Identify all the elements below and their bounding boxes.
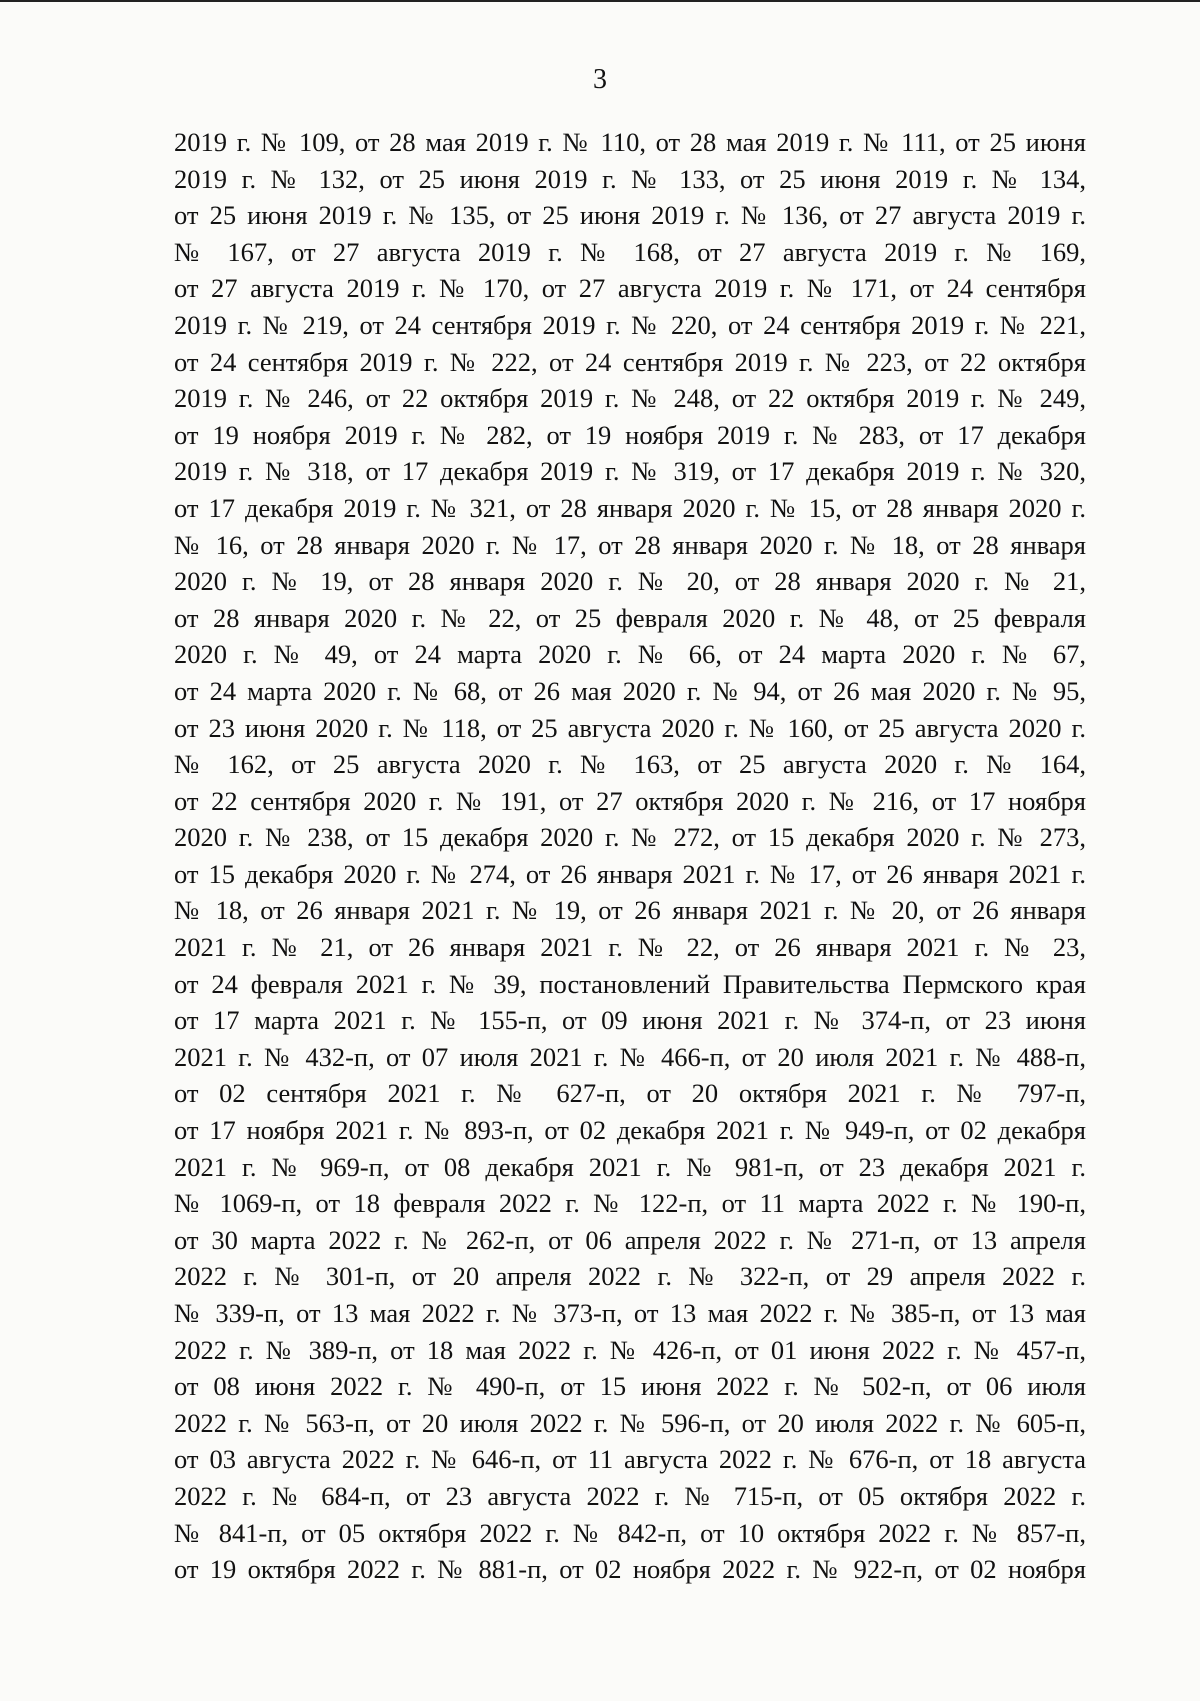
text-line: от 15 декабря 2020 г. № 274, от 26 января 2021 г. № 17, от 26 января 2021 г. bbox=[174, 858, 1086, 889]
text-line: 2019 г. № 246, от 22 октября 2019 г. № 248, от 22 октября 2019 г. № 249, bbox=[174, 383, 1086, 414]
text-line: № 16, от 28 января 2020 г. № 17, от 28 января 2020 г. № 18, от 28 января bbox=[174, 529, 1086, 560]
text-line: 2022 г. № 563-п, от 20 июля 2022 г. № 596-п, от 20 июля 2022 г. № 605-п, bbox=[174, 1407, 1086, 1438]
text-line: 2021 г. № 21, от 26 января 2021 г. № 22, от 26 января 2021 г. № 23, bbox=[174, 932, 1086, 963]
text-line: от 22 сентября 2020 г. № 191, от 27 октября 2020 г. № 216, от 17 ноября bbox=[174, 785, 1086, 816]
text-line: от 24 февраля 2021 г. № 39, постановлений Правительства Пермского края bbox=[174, 968, 1086, 999]
text-line: № 167, от 27 августа 2019 г. № 168, от 27 августа 2019 г. № 169, bbox=[174, 236, 1086, 267]
text-line: 2019 г. № 132, от 25 июня 2019 г. № 133, от 25 июня 2019 г. № 134, bbox=[174, 163, 1086, 194]
text-line: 2021 г. № 432-п, от 07 июля 2021 г. № 466-п, от 20 июля 2021 г. № 488-п, bbox=[174, 1041, 1086, 1072]
text-line: 2020 г. № 19, от 28 января 2020 г. № 20, от 28 января 2020 г. № 21, bbox=[174, 566, 1086, 597]
text-line: 2019 г. № 318, от 17 декабря 2019 г. № 319, от 17 декабря 2019 г. № 320, bbox=[174, 456, 1086, 487]
text-line: 2020 г. № 49, от 24 марта 2020 г. № 66, от 24 марта 2020 г. № 67, bbox=[174, 639, 1086, 670]
text-line: № 162, от 25 августа 2020 г. № 163, от 25 августа 2020 г. № 164, bbox=[174, 749, 1086, 780]
text-line: 2020 г. № 238, от 15 декабря 2020 г. № 272, от 15 декабря 2020 г. № 273, bbox=[174, 822, 1086, 853]
text-line: от 25 июня 2019 г. № 135, от 25 июня 2019 г. № 136, от 27 августа 2019 г. bbox=[174, 200, 1086, 231]
text-line: от 24 сентября 2019 г. № 222, от 24 сентября 2019 г. № 223, от 22 октября bbox=[174, 346, 1086, 377]
text-line: № 339-п, от 13 мая 2022 г. № 373-п, от 13 мая 2022 г. № 385-п, от 13 мая bbox=[174, 1298, 1086, 1328]
text-line: 2022 г. № 684-п, от 23 августа 2022 г. № 715-п, от 05 октября 2022 г. bbox=[174, 1480, 1086, 1511]
text-line: № 18, от 26 января 2021 г. № 19, от 26 января 2021 г. № 20, от 26 января bbox=[174, 895, 1086, 926]
text-line: от 17 ноября 2021 г. № 893-п, от 02 декабря 2021 г. № 949-п, от 02 декабря bbox=[174, 1115, 1086, 1146]
text-line: от 19 ноября 2019 г. № 282, от 19 ноября 2019 г. № 283, от 17 декабря bbox=[174, 419, 1086, 450]
text-line: от 23 июня 2020 г. № 118, от 25 августа 2020 г. № 160, от 25 августа 2020 г. bbox=[174, 712, 1086, 743]
text-line: от 02 сентября 2021 г. № 627-п, от 20 октября 2021 г. № 797-п, bbox=[174, 1078, 1086, 1109]
text-line: от 24 марта 2020 г. № 68, от 26 мая 2020 г. № 94, от 26 мая 2020 г. № 95, bbox=[174, 675, 1086, 706]
text-line: 2019 г. № 219, от 24 сентября 2019 г. № 220, от 24 сентября 2019 г. № 221, bbox=[174, 309, 1086, 340]
text-line: 2021 г. № 969-п, от 08 декабря 2021 г. № 981-п, от 23 декабря 2021 г. bbox=[174, 1151, 1086, 1182]
text-line: от 30 марта 2022 г. № 262-п, от 06 апреля 2022 г. № 271-п, от 13 апреля bbox=[174, 1224, 1086, 1255]
text-line: № 841-п, от 05 октября 2022 г. № 842-п, от 10 октября 2022 г. № 857-п, bbox=[174, 1517, 1086, 1548]
text-line: 2022 г. № 389-п, от 18 мая 2022 г. № 426-п, от 01 июня 2022 г. № 457-п, bbox=[174, 1334, 1086, 1365]
page-number: 3 bbox=[593, 64, 607, 95]
text-line: от 28 января 2020 г. № 22, от 25 февраля 2020 г. № 48, от 25 февраля bbox=[174, 602, 1086, 633]
text-line: от 17 марта 2021 г. № 155-п, от 09 июня 2021 г. № 374-п, от 23 июня bbox=[174, 1005, 1086, 1036]
text-line: 2019 г. № 109, от 28 мая 2019 г. № 110, от 28 мая 2019 г. № 111, от 25 июня bbox=[174, 127, 1086, 157]
text-line: 2022 г. № 301-п, от 20 апреля 2022 г. № 322-п, от 29 апреля 2022 г. bbox=[174, 1261, 1086, 1292]
document-body bbox=[174, 124, 1086, 1588]
text-line: от 08 июня 2022 г. № 490-п, от 15 июня 2022 г. № 502-п, от 06 июля bbox=[174, 1371, 1086, 1402]
text-line: № 1069-п, от 18 февраля 2022 г. № 122-п, от 11 марта 2022 г. № 190-п, bbox=[174, 1188, 1086, 1219]
text-line: от 17 декабря 2019 г. № 321, от 28 января 2020 г. № 15, от 28 января 2020 г. bbox=[174, 492, 1086, 523]
text-line: от 03 августа 2022 г. № 646-п, от 11 августа 2022 г. № 676-п, от 18 августа bbox=[174, 1444, 1086, 1475]
text-line: от 27 августа 2019 г. № 170, от 27 августа 2019 г. № 171, от 24 сентября bbox=[174, 273, 1086, 304]
text-line: от 19 октября 2022 г. № 881-п, от 02 ноября 2022 г. № 922-п, от 02 ноября bbox=[174, 1554, 1086, 1585]
